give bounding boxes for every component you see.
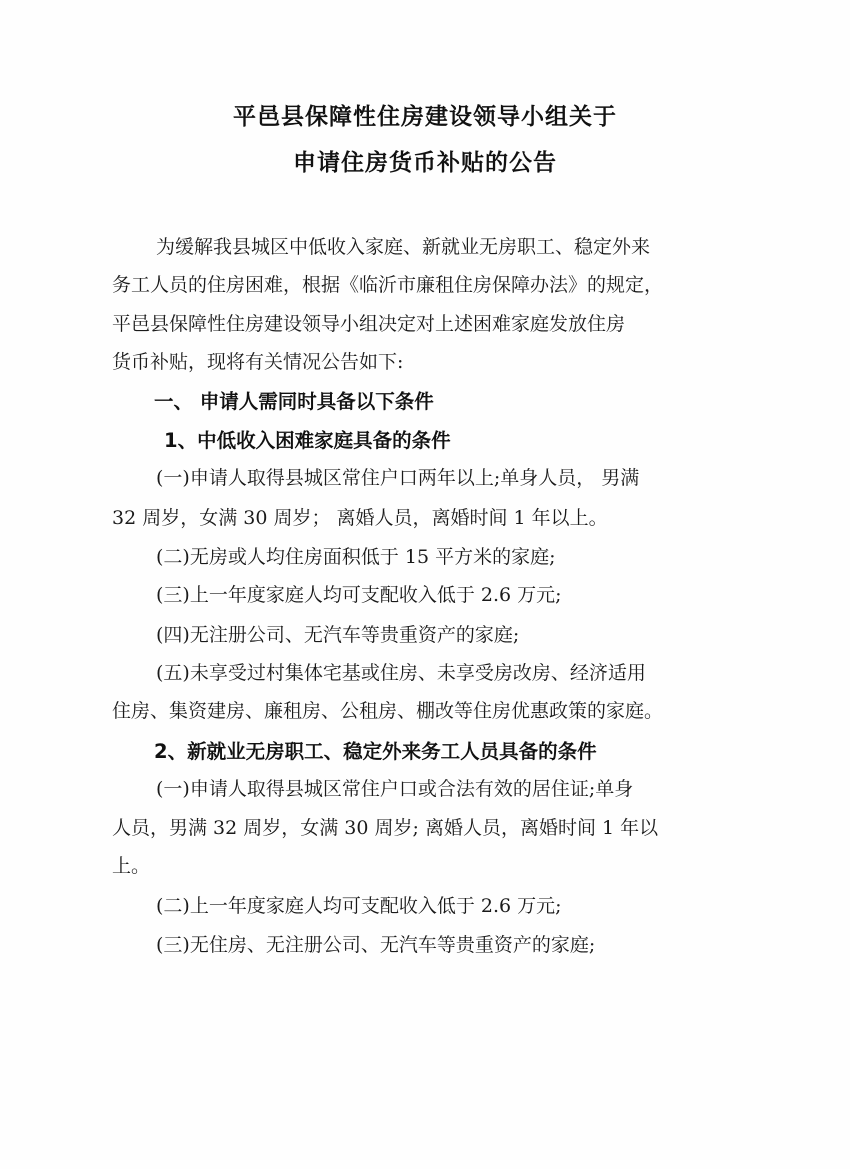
subsection-2-heading: 2、新就业无房职工、稳定外来务工人员具备的条件 <box>154 740 597 763</box>
condition-line: 32 周岁，女满 30 周岁； 离婚人员，离婚时间 1 年以上。 <box>112 507 608 529</box>
condition-line: (二)无房或人均住房面积低于 15 平方米的家庭; <box>156 546 556 568</box>
subsection-1-heading: 1、中低收入困难家庭具备的条件 <box>164 429 451 452</box>
condition-line: (一)申请人取得县城区常住户口或合法有效的居住证;单身 <box>156 778 634 800</box>
document-title-line-2: 申请住房货币补贴的公告 <box>293 150 557 176</box>
condition-line: 上。 <box>112 855 151 877</box>
condition-line: (四)无注册公司、无汽车等贵重资产的家庭; <box>156 624 520 646</box>
intro-line: 平邑县保障性住房建设领导小组决定对上述困难家庭发放住房 <box>112 313 626 335</box>
condition-line: (三)无住房、无注册公司、无汽车等贵重资产的家庭; <box>156 934 596 956</box>
condition-line: (五)未享受过村集体宅基或住房、未享受房改房、经济适用 <box>156 662 646 684</box>
condition-line: (一)申请人取得县城区常住户口两年以上;单身人员， 男满 <box>156 467 640 489</box>
intro-line: 务工人员的住房困难，根据《临沂市廉租住房保障办法》的规定， <box>112 274 664 296</box>
condition-line: (三)上一年度家庭人均可支配收入低于 2.6 万元; <box>156 584 562 606</box>
section-1-heading: 一、 申请人需同时具备以下条件 <box>154 390 434 413</box>
intro-line: 为缓解我县城区中低收入家庭、新就业无房职工、稳定外来 <box>156 236 651 258</box>
document-title-line-1: 平邑县保障性住房建设领导小组关于 <box>233 104 617 130</box>
condition-line: (二)上一年度家庭人均可支配收入低于 2.6 万元; <box>156 895 562 917</box>
condition-line: 住房、集资建房、廉租房、公租房、棚改等住房优惠政策的家庭。 <box>112 700 664 722</box>
condition-line: 人员，男满 32 周岁，女满 30 周岁; 离婚人员，离婚时间 1 年以 <box>112 817 659 839</box>
intro-line: 货币补贴，现将有关情况公告如下: <box>112 351 404 373</box>
